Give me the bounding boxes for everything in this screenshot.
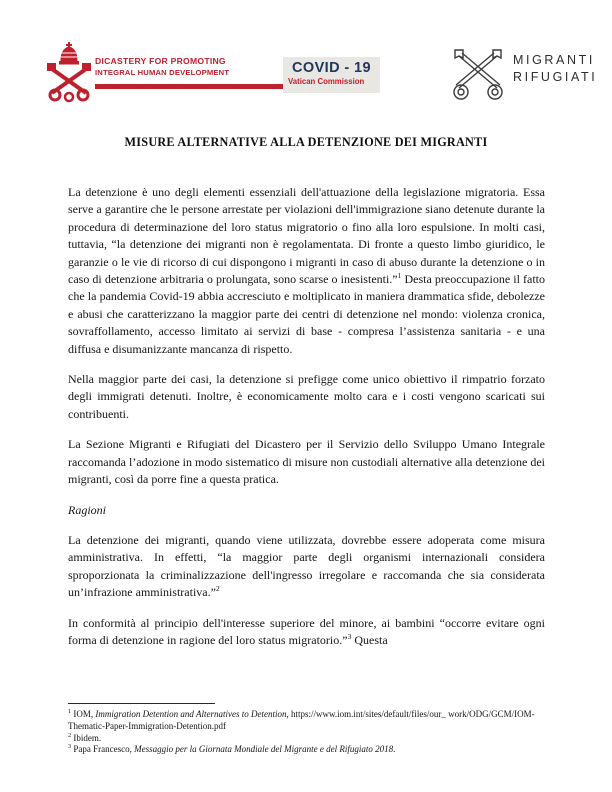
- footnote-ref-1: 1: [397, 271, 402, 281]
- paragraph-1: [68, 184, 545, 358]
- paragraph-5-text-b: Questa: [351, 632, 388, 647]
- footnote-1-source-title: Immigration Detention and Alternatives to Detention: [95, 709, 287, 719]
- migrants-refugees-wordmark: [513, 52, 597, 86]
- footnote-3-source-title: Messaggio per la Giornata Mondiale del Migrante e del Rifugiato 2018: [134, 744, 394, 755]
- paragraph-3: La Sezione Migranti e Rifugiati del Dicastero per il Servizio dello Sviluppo Umano Integrale raccomanda l’adozione in modo sistematico di misure non custodiali alternative alla detenzione dei migranti, così da porre fine a questa pratica.: [68, 437, 545, 487]
- mr-line1: MIGRANTI: [513, 53, 595, 67]
- migrants-refugees-keys-icon: [447, 47, 509, 107]
- document-title: MISURE ALTERNATIVE ALLA DETENZIONE DEI MIGRANTI: [124, 135, 488, 149]
- footnote-ref-2: 2: [215, 584, 220, 594]
- footnote-1-pre: IOM,: [73, 709, 96, 719]
- vatican-keys-tiara-icon: [44, 41, 94, 108]
- footnote-2-marker: 2: [68, 731, 72, 739]
- footnote-1-marker: 1: [68, 708, 72, 715]
- covid-title: COVID - 19: [292, 60, 371, 76]
- footnote-3-pre: Papa Francesco,: [73, 744, 135, 755]
- footnote-separator: [68, 703, 215, 704]
- footnote-1-link[interactable]: https://www.iom.int/sites/default/files/our_ work/ODG/GCM/IOM-Thematic-Paper-Immigration-Detention.pdf: [68, 709, 535, 731]
- footnote-2: [68, 733, 546, 745]
- dicastery-line1: DICASTERY FOR PROMOTING: [95, 56, 226, 66]
- paragraph-5: [68, 615, 545, 650]
- paragraph-5-text-a: In conformità al principio dell'interesse superiore del minore, ai bambini “occorre evitare ogni forma di detenzione in ragione del loro status migratorio.”: [68, 615, 545, 647]
- footnote-3-marker: 3: [68, 743, 72, 751]
- paragraph-1-text-b: Desta preoccupazione il fatto che la pandemia Covid-19 abbia accresciuto e moltiplicato in maniera drammatica sfide, debolezze e abusi che caratterizzano la maggior parte dei centri di detenzione nel mondo: violenza cronica, sovraffollamento, accesso limitato ai servizi di base - compresa l’assistenza sanitaria - e una diffusa e disumanizzante mancanza di rispetto.: [68, 272, 545, 356]
- footnote-3: [68, 744, 546, 756]
- dicastery-line2: INTEGRAL HUMAN DEVELOPMENT: [95, 68, 230, 77]
- red-divider-band: [95, 84, 284, 89]
- mr-line2: RIFUGIATI: [513, 70, 598, 84]
- document-body: [68, 184, 545, 662]
- dicastery-wordmark: [95, 56, 229, 78]
- footnote-1-post: ,: [286, 709, 291, 719]
- paragraph-4-text-a: La detenzione dei migranti, quando viene utilizzata, dovrebbe essere adoperata come misura amministrativa. In effetti, “la maggior parte degli organismi internazionali considera sproporzionata la criminalizzazione dell'ingresso irregolare e raccomanda che sia considerata un’infrazione amministrativa.”: [68, 532, 545, 600]
- covid-subtitle: Vatican Commission: [288, 77, 365, 86]
- page-header: [0, 0, 612, 110]
- paragraph-4: [68, 532, 545, 602]
- section-heading-ragioni: Ragioni: [68, 502, 106, 517]
- footnote-3-post: .: [393, 744, 396, 755]
- covid-commission-badge: [283, 57, 380, 93]
- footnote-2-pre: Ibidem.: [73, 732, 102, 743]
- paragraph-2: Nella maggior parte dei casi, la detenzione si prefigge come unico obiettivo il rimpatrio forzato degli immigrati detenuti. Inoltre, è economicamente molto cara e i costi vengono scaricati sui contribuenti.: [68, 372, 545, 421]
- footnote-1: [68, 709, 546, 733]
- footnotes-section: [68, 703, 546, 756]
- footnote-ref-3: 3: [347, 631, 352, 641]
- paragraph-1-text-a: La detenzione è uno degli elementi essenziali dell'attuazione della legislazione migratoria. Essa serve a garantire che le persone arrestate per violazioni dell'immigrazione siano detenute durante la procedura di determinazione del loro status migratorio o fino alla loro espulsione. In molti casi, tuttavia, “la detenzione dei migranti non è regolamentata. Di fronte a questo limbo giuridico, le garanzie o le vie di ricorso di cui dispongono i migranti in caso di abuso durante la detenzione o in caso di detenzione arbitraria o prolungata, sono scarse o inesistenti.”: [68, 185, 545, 287]
